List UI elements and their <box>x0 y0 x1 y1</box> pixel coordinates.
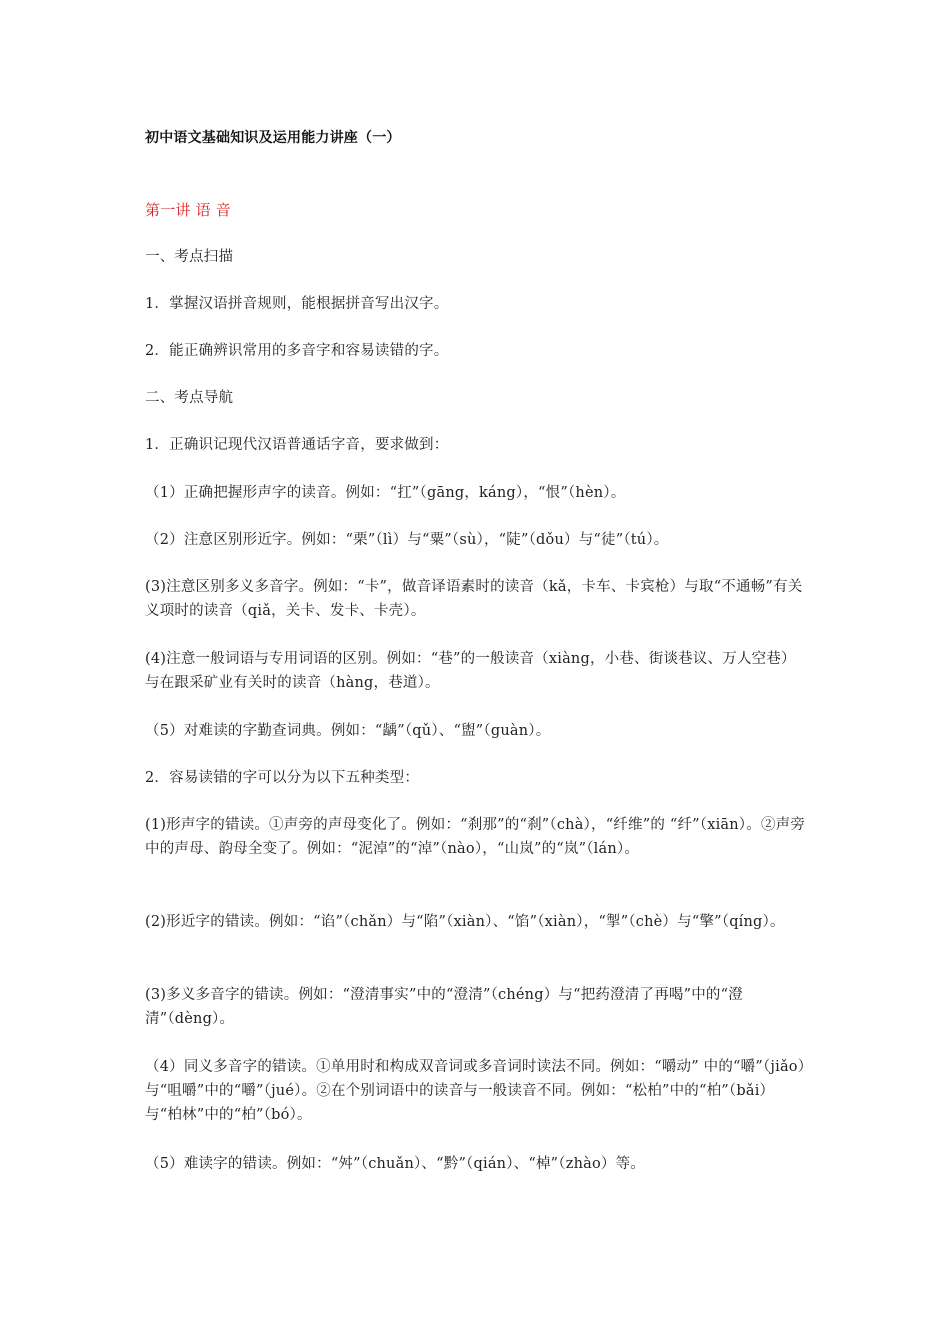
section-heading-scan: 一、考点扫描 <box>145 249 234 265</box>
guide-part2-item-1: (1)形声字的错读。①声旁的声母变化了。例如：“刹那”的“刹”（chà），“纤维”的 “纤”（xiān）。②声旁中的声母、韵母全变了。例如：“泥淖”的“淖”（nào），“山岚”的“岚”（lán）。 <box>145 817 806 857</box>
scan-item-2: 2．能正确辨识常用的多音字和容易读错的字。 <box>145 343 449 359</box>
guide-part2-item-5: （5）难读字的错读。例如：“舛”（chuǎn）、“黔”（qián）、“棹”（zhào）等。 <box>145 1156 645 1172</box>
lecture-heading: 第一讲 语 音 <box>145 201 231 219</box>
guide-part1-intro: 1．正确识记现代汉语普通话字音，要求做到： <box>145 437 449 453</box>
guide-part1-item-3: (3)注意区别多义多音字。例如：“卡”，做音译语素时的读音（kǎ，卡车、卡宾枪）与取“不通畅”有关义项时的读音（qiǎ，关卡、发卡、卡壳）。 <box>145 579 803 619</box>
section-heading-guide: 二、考点导航 <box>145 390 234 406</box>
guide-part2-item-3: (3)多义多音字的错读。例如：“澄清事实”中的“澄清”（chéng）与“把药澄清了再喝”中的“澄清”（dèng）。 <box>145 987 743 1027</box>
guide-part2-item-2: (2)形近字的错读。例如：“谄”（chǎn）与“陷”（xiàn）、“馅”（xiàn），“掣”（chè）与“擎”（qíng）。 <box>145 914 785 930</box>
document-title: 初中语文基础知识及运用能力讲座（一） <box>145 130 401 146</box>
guide-part2-intro: 2．容易读错的字可以分为以下五种类型： <box>145 770 420 786</box>
guide-part2-item-4: （4）同义多音字的错读。①单用时和构成双音词或多音词时读法不同。例如：“嚼动” 中的“嚼”（jiǎo）与“咀嚼”中的“嚼”（jué）。②在个别词语中的读音与一般读音不同。例如：“松柏”中的“柏”（bǎi）与“柏林”中的“柏”（bó）。 <box>145 1059 806 1123</box>
guide-part1-item-4: (4)注意一般词语与专用词语的区别。例如：“巷”的一般读音（xiàng，小巷、街谈巷议、万人空巷）与在跟采矿业有关时的读音（hàng，巷道）。 <box>145 651 796 691</box>
guide-part1-item-2: （2）注意区别形近字。例如：“栗”（lì）与“粟”（sù），“陡”（dǒu）与“徒”（tú）。 <box>145 532 669 548</box>
scan-item-1: 1．掌握汉语拼音规则，能根据拼音写出汉字。 <box>145 296 449 312</box>
guide-part1-item-1: （1）正确把握形声字的读音。例如：“扛”（gāng，káng），“恨”（hèn）。 <box>145 485 626 501</box>
guide-part1-item-5: （5）对难读的字勤查词典。例如：“龋”（qǔ）、“盥”（guàn）。 <box>145 723 551 739</box>
